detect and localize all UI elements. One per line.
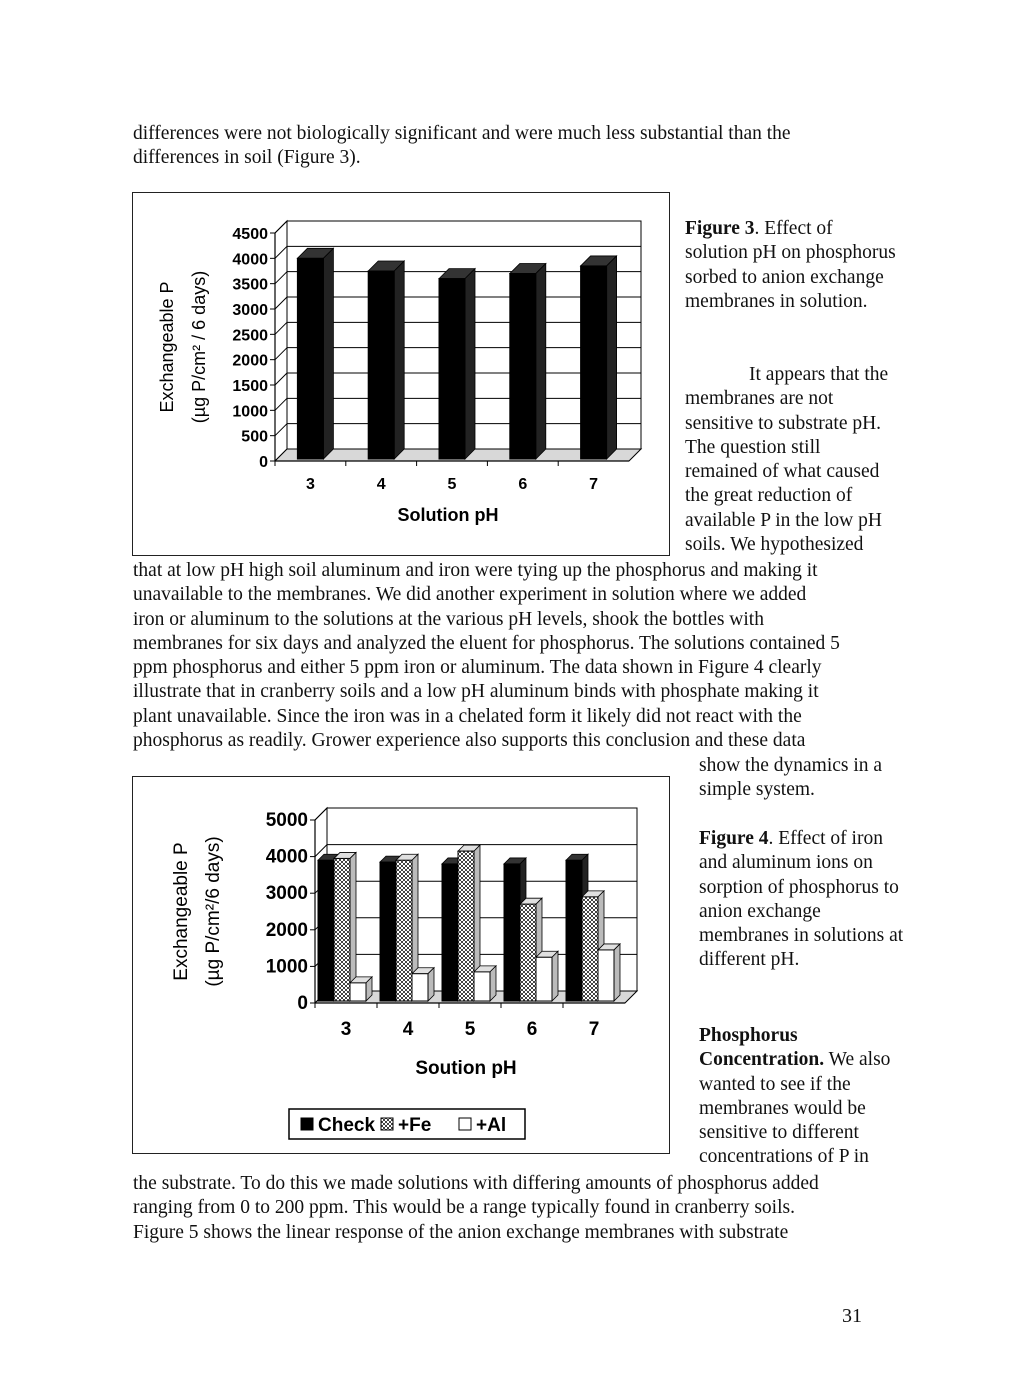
y-tick-label: 3000 [265, 883, 308, 905]
body-tail [699, 754, 919, 803]
y-tick-label: 0 [297, 993, 308, 1014]
bar-value-4 [368, 271, 394, 459]
body-line-0: that at low pH high soil aluminum and iron were tying up the phosphorus and making it [133, 560, 818, 581]
closing-line-0: the substrate. To do this we made solutions with differing amounts of phosphorus added [133, 1173, 819, 1194]
bar-side [536, 264, 546, 459]
x-tick-label: 7 [588, 1019, 600, 1040]
bar-al-7 [598, 950, 614, 1001]
body-line-7: phosphorus as readily. Grower experience also supports this conclusion and these data [133, 730, 806, 752]
body-line-2: iron or aluminum to the solutions at the various pH levels, shook the bottles with [133, 608, 764, 630]
figure-3-chart [133, 193, 669, 555]
bar-side [323, 248, 333, 459]
body-line-1: unavailable to the membranes. We did another experiment in solution where we added [133, 584, 807, 606]
body-line-5: illustrate that in cranberry soils and a low pH aluminum binds with phosphate making it [133, 681, 819, 703]
figure-4-chart [133, 777, 669, 1153]
figure-3-caption-text: . Effect of solution pH on phosphorus sorbed to anion exchange membranes in solution. [685, 218, 896, 312]
body-tail-0: show the dynamics in a [699, 755, 883, 776]
bar-fe-6 [520, 904, 536, 1001]
y-tick-label: 4000 [265, 846, 308, 868]
bar-side [394, 261, 404, 459]
bar-side [607, 256, 617, 459]
bar-fe-3 [334, 858, 350, 1001]
intro-line-1: differences were not biologically significant and were much less substantial than the [133, 123, 791, 144]
closing-line-1: ranging from 0 to 200 ppm. This would be a range typically found in cranberry soils. [133, 1197, 795, 1219]
phosphorus-side-text: We also wanted to see if the membranes would be sensitive to different concentrations of P in [699, 1049, 891, 1168]
bar-side [614, 944, 620, 1001]
x-tick-label: 4 [402, 1019, 414, 1040]
y-tick-label: 2500 [232, 327, 268, 345]
x-tick-label: 3 [340, 1019, 352, 1040]
legend-swatch-0 [301, 1118, 313, 1130]
legend-label-0: Check [318, 1115, 376, 1136]
y-tick-label: 1000 [265, 956, 308, 978]
bar-check-6 [504, 864, 520, 1001]
body-line-6: plant unavailable. Since the iron was in a chelated form it likely did not react with the [133, 705, 802, 727]
bar-side [490, 966, 496, 1001]
y-axis-title-units: (µg P/cm²/6 days) [203, 836, 224, 987]
y-axis-title-units: (µg P/cm² / 6 days) [189, 270, 209, 424]
side-line-0: It appears that the [749, 364, 889, 385]
y-axis-title: Exchangeable P [157, 281, 177, 413]
phosphorus-section [699, 1024, 914, 1170]
figure-3 [132, 192, 670, 556]
figure-4-caption-text: . Effect of iron and aluminum ions on sorption of phosphorus to anion exchange membranes in solutions at different pH. [699, 828, 904, 971]
bar-check-5 [442, 864, 458, 1001]
x-tick-label: 7 [589, 476, 599, 493]
closing-line-2: Figure 5 shows the linear response of the anion exchange membranes with substrate [133, 1221, 789, 1243]
bar-side [465, 269, 475, 459]
bar-al-3 [350, 983, 366, 1001]
y-tick-label: 4000 [232, 251, 268, 269]
bar-value-6 [510, 274, 536, 459]
y-tick-label: 1500 [232, 378, 268, 395]
body-tail-1: simple system. [699, 779, 815, 801]
figure-3-caption-label: Figure 3 [685, 218, 755, 239]
side-line-4: remained of what caused [685, 461, 880, 483]
figure-3-caption [685, 217, 900, 314]
x-tick-label: 6 [526, 1019, 538, 1040]
body-paragraph [133, 559, 840, 753]
x-axis-title: Solution pH [397, 505, 499, 525]
x-tick-label: 6 [518, 476, 528, 493]
side-line-5: the great reduction of [685, 485, 853, 507]
bar-fe-7 [582, 897, 598, 1001]
bar-value-7 [581, 266, 607, 459]
side-line-1: membranes are not [685, 388, 834, 410]
legend-label-2: +Al [476, 1115, 507, 1136]
y-tick-label: 2000 [232, 352, 268, 370]
legend-swatch-2 [459, 1118, 471, 1130]
legend-swatch-1 [381, 1118, 393, 1130]
y-tick-label: 0 [259, 454, 268, 471]
y-tick-label: 3500 [232, 276, 268, 294]
bar-al-5 [474, 972, 490, 1001]
y-tick-label: 1000 [232, 403, 268, 421]
y-axis-title: Exchangeable P [171, 842, 192, 981]
legend-label-1: +Fe [398, 1115, 432, 1136]
y-tick-label: 500 [241, 428, 268, 446]
figure-4 [132, 776, 670, 1154]
intro-line-2: differences in soil (Figure 3). [133, 147, 361, 169]
phosphorus-heading: Phosphorus Concentration. [699, 1025, 825, 1071]
closing-paragraph [133, 1172, 819, 1245]
bar-fe-4 [396, 860, 412, 1001]
y-tick-label: 2000 [265, 919, 308, 941]
body-line-3: membranes for six days and analyzed the eluent for phosphorus. The solutions contained 5 [133, 632, 840, 654]
bar-check-7 [566, 860, 582, 1001]
x-tick-label: 3 [305, 476, 315, 493]
y-tick-label: 3000 [232, 302, 268, 319]
bar-al-6 [536, 957, 552, 1001]
figure-4-caption [699, 827, 914, 973]
side-line-3: The question still [685, 436, 821, 458]
figure-4-caption-label: Figure 4 [699, 828, 769, 849]
bar-side [552, 951, 558, 1001]
intro-text [133, 122, 791, 171]
side-line-6: available P in the low pH [685, 509, 882, 531]
side-line-7: soils. We hypothesized [685, 534, 864, 556]
y-tick-label: 4500 [232, 226, 268, 243]
bar-check-4 [380, 862, 396, 1001]
bar-side [428, 968, 434, 1001]
x-axis-title: Soution pH [415, 1058, 517, 1079]
side-line-2: sensitive to substrate pH. [685, 412, 882, 434]
bar-al-4 [412, 974, 428, 1001]
x-tick-label: 4 [376, 476, 386, 493]
figure-3-side-text [685, 363, 905, 557]
x-tick-label: 5 [447, 476, 457, 493]
x-tick-label: 5 [464, 1019, 476, 1040]
bar-fe-5 [458, 851, 474, 1001]
y-tick-label: 5000 [265, 810, 308, 831]
page-number: 31 [842, 1305, 862, 1327]
body-line-4: ppm phosphorus and either 5 ppm iron or aluminum. The data shown in Figure 4 clearly [133, 657, 822, 679]
bar-value-3 [297, 258, 323, 459]
bar-check-3 [318, 860, 334, 1001]
bar-value-5 [439, 279, 465, 459]
